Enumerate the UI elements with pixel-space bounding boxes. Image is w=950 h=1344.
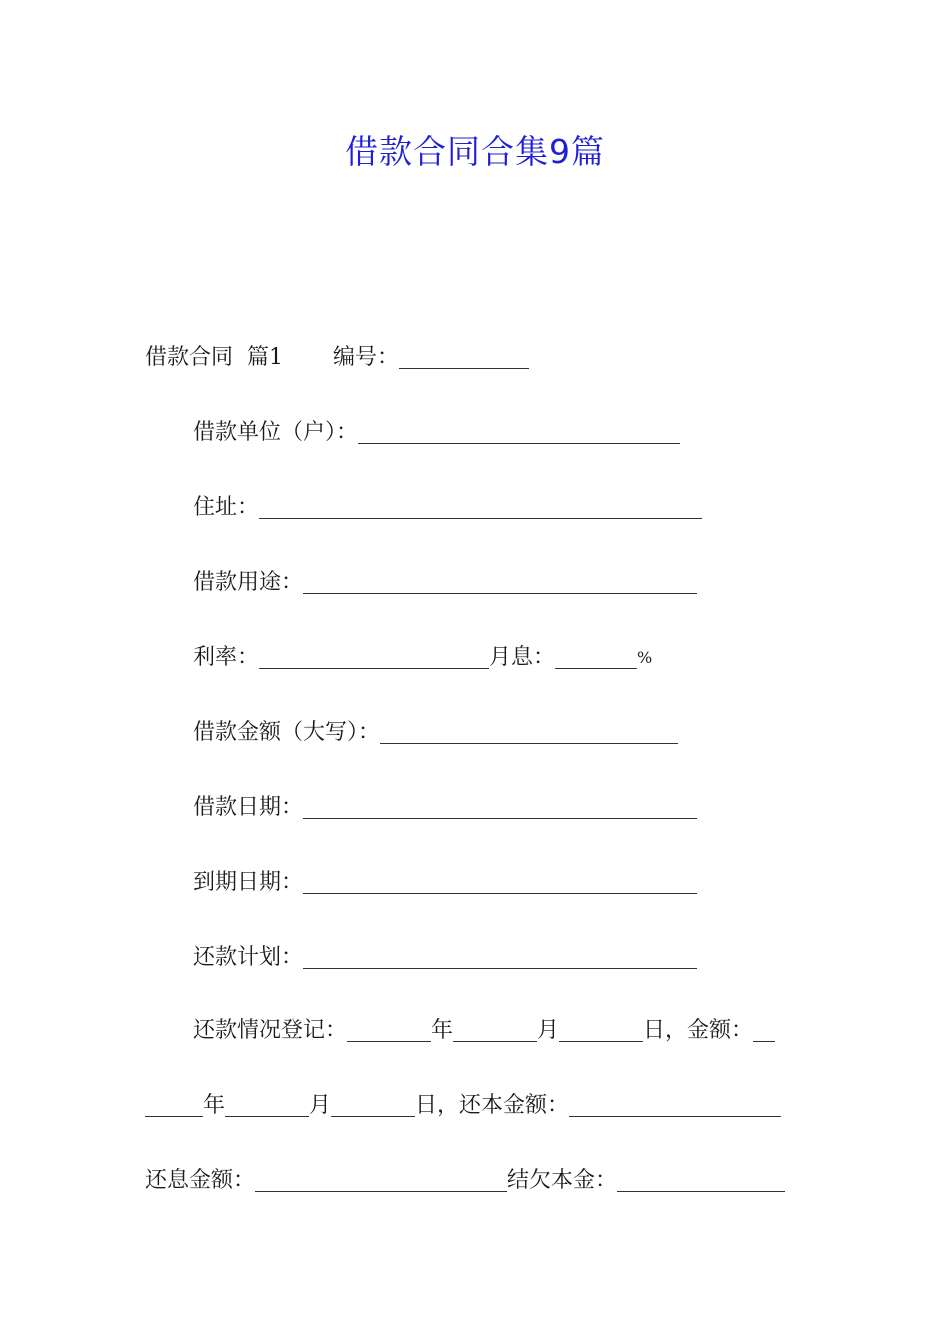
record-row-2 xyxy=(145,1088,781,1124)
amount-label: 借款金额（大写）： xyxy=(193,720,381,745)
amount-blank[interactable] xyxy=(380,717,678,744)
borrower-blank[interactable] xyxy=(358,417,680,444)
borrower-label: 借款单位（户）： xyxy=(193,420,359,445)
record-month-blank[interactable] xyxy=(453,1015,537,1042)
record-day-principal-label: 日，还本金额： xyxy=(415,1093,570,1118)
due-date-row xyxy=(193,865,697,901)
record-month-blank-2[interactable] xyxy=(225,1090,309,1117)
number-label: 编号： xyxy=(333,345,400,370)
interest-amount-blank[interactable] xyxy=(255,1165,507,1192)
purpose-row xyxy=(193,565,697,601)
section-label: 篇1 xyxy=(247,345,284,370)
plan-row xyxy=(193,940,697,976)
record-label: 还款情况登记： xyxy=(193,1018,348,1043)
rate-label: 利率： xyxy=(193,645,260,670)
record-day-blank-2[interactable] xyxy=(331,1090,415,1117)
record-day-amount-label: 日，金额： xyxy=(643,1018,754,1043)
record-amount-blank-end[interactable] xyxy=(145,1090,203,1117)
address-row xyxy=(193,490,702,526)
remaining-principal-label: 结欠本金： xyxy=(507,1168,618,1193)
loan-date-label: 借款日期： xyxy=(193,795,304,820)
record-day-blank[interactable] xyxy=(559,1015,643,1042)
record-year-label-2: 年 xyxy=(203,1093,226,1118)
due-date-label: 到期日期： xyxy=(193,870,304,895)
record-principal-blank[interactable] xyxy=(569,1090,781,1117)
loan-date-row xyxy=(193,790,697,826)
rate-blank[interactable] xyxy=(259,642,489,669)
number-blank[interactable] xyxy=(399,342,529,369)
percent-sign: % xyxy=(637,648,653,667)
purpose-label: 借款用途： xyxy=(193,570,304,595)
address-blank[interactable] xyxy=(259,492,702,519)
record-month-label: 月 xyxy=(537,1018,560,1043)
monthly-interest-blank[interactable] xyxy=(555,642,637,669)
plan-blank[interactable] xyxy=(303,942,697,969)
remaining-principal-blank[interactable] xyxy=(617,1165,785,1192)
amount-row xyxy=(193,715,678,751)
loan-date-blank[interactable] xyxy=(303,792,697,819)
rate-row xyxy=(193,640,652,676)
plan-label: 还款计划： xyxy=(193,945,304,970)
record-year-label: 年 xyxy=(431,1018,454,1043)
address-label: 住址： xyxy=(193,495,260,520)
document-title: 借款合同合集9篇 xyxy=(345,132,605,171)
monthly-interest-label: 月息： xyxy=(489,645,556,670)
record-amount-blank-start[interactable] xyxy=(753,1015,775,1042)
due-date-blank[interactable] xyxy=(303,867,697,894)
interest-amount-label: 还息金额： xyxy=(145,1168,256,1193)
contract-header xyxy=(145,340,529,376)
record-row-3 xyxy=(145,1163,785,1199)
record-year-blank[interactable] xyxy=(347,1015,431,1042)
record-row-1 xyxy=(193,1013,775,1049)
borrower-row xyxy=(193,415,680,451)
record-month-label-2: 月 xyxy=(309,1093,332,1118)
contract-label: 借款合同 xyxy=(145,345,234,370)
purpose-blank[interactable] xyxy=(303,567,697,594)
